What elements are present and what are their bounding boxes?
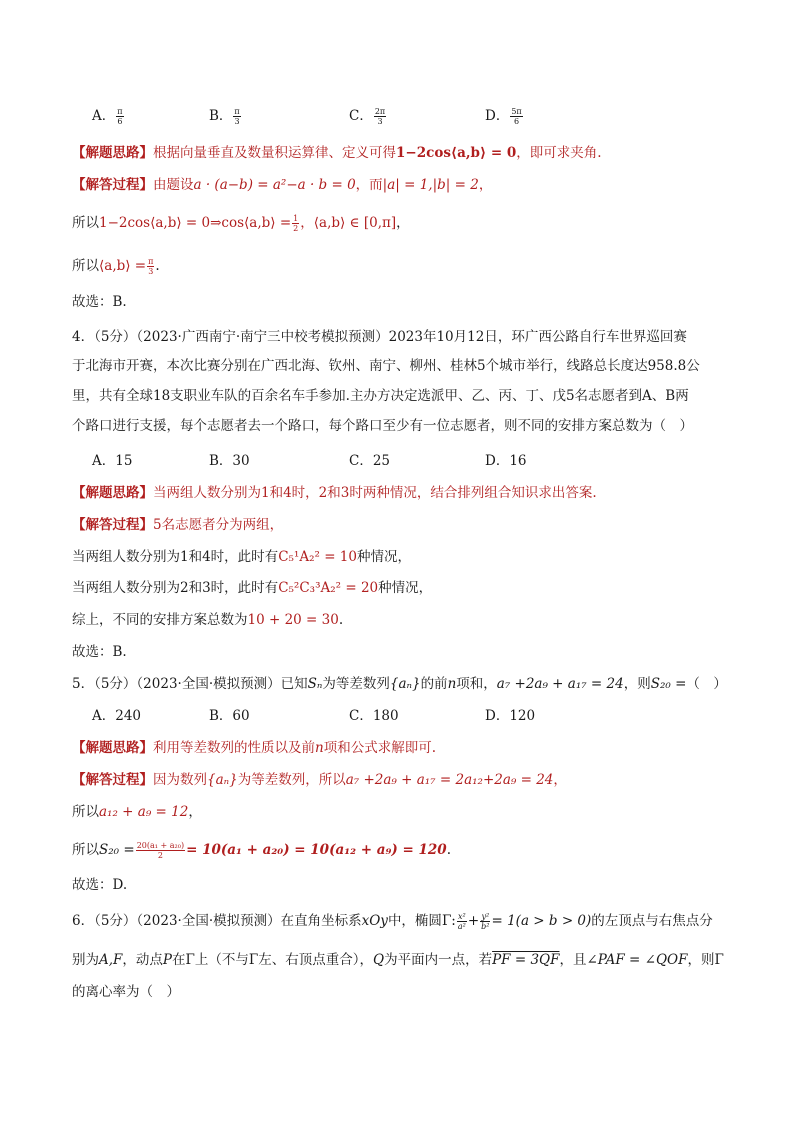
q4-option-a[interactable]: A．15 [92,453,133,469]
text: ，则 [687,952,715,968]
q3-option-b[interactable]: B． $\frac{\pi}{3}$ [209,107,240,126]
expr: = 10(a₁ + a₂₀) = 10(a₁₂ + a₉) = 120 [186,842,447,858]
text: 别为 [72,952,99,968]
process-label: 【解答过程】 [72,177,153,193]
process-mid: ，而 [355,177,383,193]
q5-options [0,706,794,730]
text: 的前 [420,676,448,692]
expr: ⟨a,b⟩ = [99,258,147,274]
expr: a₁₂ + a₉ = 12 [99,804,189,820]
text: 在 [172,952,186,968]
q5-option-c[interactable]: C．180 [349,708,399,724]
hint-text: 当两组人数分别为1和4时，2和3时两种情况，结合排列组合知识求出答案. [153,485,597,501]
process-expr: a · (a−b) = a²−a · b = 0 [193,177,356,193]
q3-answer: 故选：B. [72,294,127,310]
q4-stem-line4: 个路口进行支援，每个志愿者去一个路口，每个路口至少有一位志愿者，则不同的安排方案总数为（ ） [72,418,693,434]
q5-answer: 故选：D. [72,877,128,893]
q5-hint [72,738,436,758]
q5-line2 [72,802,202,822]
q4-answer: 故选：B. [72,644,127,660]
text: 所以 [72,842,99,858]
math: Γ: [441,913,456,929]
q5-option-d[interactable]: D．120 [485,708,536,724]
math: A,F [99,952,123,968]
text: ，且 [559,952,587,968]
process-text: 5名志愿者分为两组， [153,517,284,533]
text: 当两组人数分别为1和4时，此时有 [72,549,279,565]
text: 所以 [72,215,99,231]
hint-expr: 1−2cos⟨a,b⟩ = 0 [396,145,517,161]
math: Γ [248,952,259,968]
process-end: ， [478,177,493,193]
frac-den: 2 [157,851,163,860]
process-text: 为等差数列，所以 [237,772,346,788]
q3-line2 [72,213,410,233]
frac-den: 3 [148,267,154,276]
q4-stem-line3: 里，共有全球18支职业车队的百余名车手参加.主办方决定选派甲、乙、丙、丁、戊5名志愿者到A、B两 [72,388,689,404]
process-text: 因为数列 [153,772,207,788]
text-end: . [155,258,160,274]
text: 项和， [456,676,497,692]
text-end: ， [188,804,202,820]
q3-line3 [72,256,160,276]
q6-stem-line3: 的离心率为（ ） [72,984,180,1000]
process-text: 由题设 [153,177,194,193]
text: 综上，不同的安排方案总数为 [72,612,248,628]
hint-label: 【解题思路】 [72,740,153,756]
math: S₂₀ = [99,842,135,858]
expr2: ，⟨a,b⟩ ∈ [0,π] [300,215,397,231]
q3-option-c[interactable]: C． $\frac{2\pi}{3}$ [349,107,386,126]
q4-hint [72,483,597,503]
hint-text: 项和公式求解即可. [323,740,436,756]
q5-option-a[interactable]: A．240 [92,708,142,724]
text-end: ， [396,215,410,231]
frac-num: π [148,257,154,266]
math: + [467,913,480,929]
text-end: . [446,842,451,858]
math: P [162,952,173,968]
expr: C₅¹A₂² = 10 [278,549,357,565]
q5-process [72,770,567,790]
frac-num: y² [481,912,490,921]
hint-label: 【解题思路】 [72,485,153,501]
text: 6．（5分）（2023·全国·模拟预测）在直角坐标系 [72,913,362,929]
process-expr2: |a| = 1,|b| = 2 [382,177,479,193]
hint-text: 根据向量垂直及数量积运算律、定义可得 [153,145,396,161]
q4-stem-line2: 于北海市开赛，本次比赛分别在广西北海、钦州、南宁、柳州、桂林5个城市举行，线路总长度达958.8公 [72,358,700,374]
frac-num: 20(a₁ + a₂₀) [136,841,185,850]
math: a₇ +2a₉ + a₁₇ = 2a₁₂+2a₉ = 24 [345,772,554,788]
q5-option-b[interactable]: B．60 [209,708,250,724]
math: n [315,740,324,756]
text: 为等差数列 [322,676,390,692]
q4-stem-line1: 4．（5分）（2023·广西南宁·南宁三中校考模拟预测）2023年10月12日，环广西公路自行车世界巡回赛 [72,329,687,345]
q5-line3 [72,840,451,860]
expr: C₅²C₃³A₂² = 20 [278,580,379,596]
text: 的左顶点与右焦点分 [591,913,713,929]
process-label: 【解答过程】 [72,772,153,788]
q3-options [0,106,794,130]
math: Sₙ [307,676,323,692]
q4-case2 [72,578,432,598]
text-end: 种情况， [357,549,411,565]
math: PF = 3QF [492,952,560,968]
q4-option-b[interactable]: B．30 [209,453,250,469]
q3-hint [72,143,602,163]
math: {aₙ} [207,772,238,788]
hint-text: 利用等差数列的性质以及前 [153,740,315,756]
process-label: 【解答过程】 [72,517,153,533]
frac-num: x² [457,912,466,921]
q4-options [0,451,794,475]
frac-den: b² [481,922,490,931]
text: 5．（5分）（2023·全国·模拟预测）已知 [72,676,308,692]
hint-label: 【解题思路】 [72,145,153,161]
q5-stem [72,674,727,694]
q3-option-a[interactable]: A． $\frac{\pi}{6}$ [92,107,123,126]
q6-stem-line1 [72,911,713,931]
text: 中，椭圆 [387,913,442,929]
text: ，则 [623,676,651,692]
text: （ ） [686,676,727,692]
frac-den: a² [457,922,466,931]
q4-case1 [72,547,411,567]
q3-process [72,175,492,195]
text: 所以 [72,804,99,820]
math: S₂₀ = [650,676,687,692]
math: {aₙ} [389,676,421,692]
expr: 10 + 20 = 30 [247,612,339,628]
math: ∠PAF = ∠QOF [586,952,688,968]
q3-option-d[interactable]: D． $\frac{5\pi}{6}$ [485,107,522,126]
math: xOy [361,913,388,929]
expr: 1−2cos⟨a,b⟩ = 0⇒cos⟨a,b⟩ = [99,215,292,231]
q4-option-c[interactable]: C．25 [349,453,391,469]
text: 所以 [72,258,99,274]
math: Q [373,952,385,968]
frac-den: 2 [293,224,299,233]
text-end: 种情况， [378,580,433,596]
math: a₇ +2a₉ + a₁₇ = 24 [496,676,624,692]
text: 为平面内一点，若 [384,952,493,968]
text: 当两组人数分别为2和3时，此时有 [72,580,279,596]
text: 上（不与 [194,952,249,968]
q4-process [72,515,283,535]
q4-option-d[interactable]: D．16 [485,453,527,469]
q6-stem-line2 [72,950,724,970]
math: n [447,676,457,692]
process-end: ， [553,772,567,788]
math: Γ [185,952,195,968]
math: Γ [714,952,724,968]
text: 左、右顶点重合）， [258,952,374,968]
text: ，动点 [122,952,163,968]
frac-num: 1 [293,214,299,223]
q4-sum [72,610,343,630]
text-end: . [338,612,344,628]
math: = 1(a > b > 0) [491,913,592,929]
hint-tail: ，即可求夹角. [516,145,602,161]
